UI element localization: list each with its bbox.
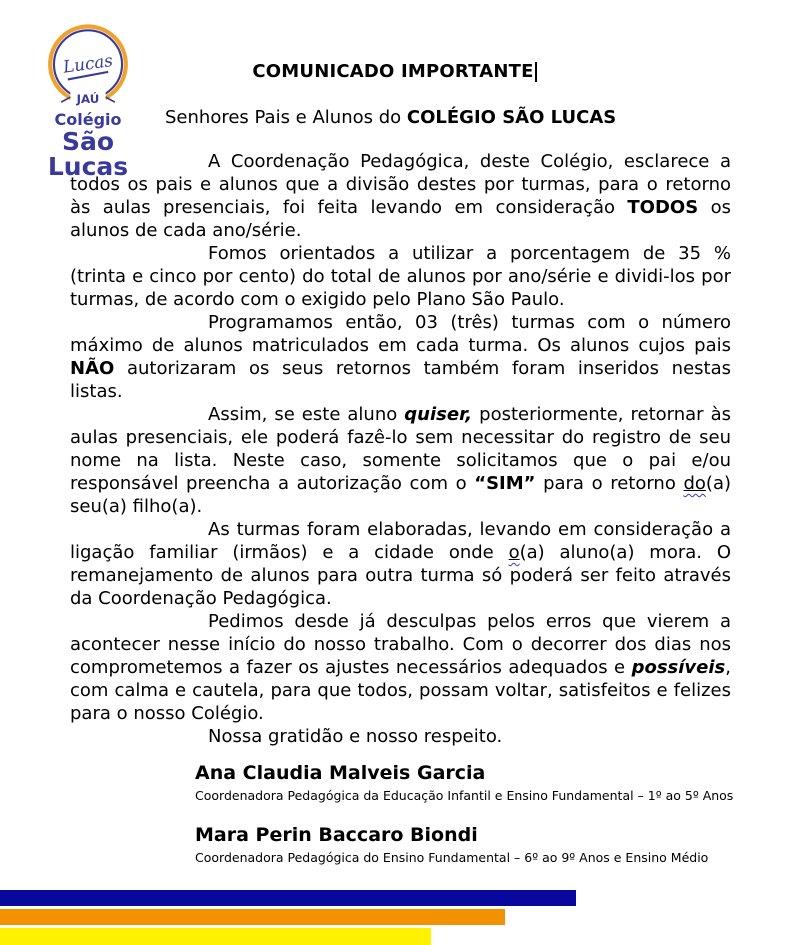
paragraph	[70, 311, 731, 403]
salutation	[165, 107, 616, 128]
footer-bar-yellow	[0, 928, 431, 945]
paragraph	[70, 725, 731, 748]
text-run: Assim, se este aluno	[208, 404, 405, 425]
text-run: os alunos de cada ano/série.	[70, 197, 731, 241]
text-run: Nossa gratidão e nosso respeito.	[208, 726, 503, 747]
paragraph	[70, 518, 731, 610]
text-run: Fomos orientados a utilizar a porcentagem de 35 % (trinta e cinco por cento) do total de alunos por ano/série e dividi-los por turmas, de acordo com o exigido pelo Plano São Paulo.	[70, 243, 731, 310]
paragraph	[70, 242, 731, 311]
signatory-role: Coordenadora Pedagógica do Ensino Fundamental – 6º ao 9º Anos e Ensino Médio	[195, 849, 709, 865]
paragraph	[70, 610, 731, 725]
document-body[interactable]	[70, 150, 731, 748]
text-cursor	[535, 62, 537, 82]
document-title-text: COMUNICADO IMPORTANTE	[252, 61, 534, 82]
text-run: TODOS	[627, 197, 699, 218]
text-run: quiser,	[404, 404, 473, 425]
text-run: (a) aluno(a) mora. O remanejamento de alunos para outra turma só poderá ser feito através da Coordenação Pedagógica.	[70, 542, 732, 609]
paragraph	[70, 150, 731, 242]
footer-bar-orange	[0, 909, 505, 925]
signatures-block	[195, 762, 733, 886]
salutation-prefix: Senhores Pais e Alunos do	[165, 107, 407, 128]
signatory-name: Mara Perin Baccaro Biondi	[195, 823, 478, 846]
underlined-word: o	[508, 542, 520, 563]
text-run: Pedimos desde já desculpas pelos erros que vierem a acontecer nesse início do nosso trabalho. Com o decorrer dos dias nos comprometemos a fazer os ajustes necessários adequados e	[70, 611, 731, 678]
signatory-name: Ana Claudia Malveis Garcia	[195, 762, 486, 784]
logo-saolucas-text: São Lucas	[47, 127, 129, 181]
underlined-word: do	[683, 473, 706, 494]
salutation-school-name: COLÉGIO SÃO LUCAS	[406, 107, 617, 128]
footer-bar-blue	[0, 890, 576, 906]
document-title	[0, 61, 789, 82]
text-run: posteriormente, retornar às aulas presenciais, ele poderá fazê-lo sem necessitar do registro de seu nome na lista. Neste caso, somente solicitamos que o pai e/ou responsável preencha a autorização com o	[70, 404, 731, 494]
text-run: , com calma e cautela, para que todos, possam voltar, satisfeitos e felizes para o nosso Colégio.	[70, 657, 731, 724]
logo-script-text: Lucas	[61, 49, 114, 77]
text-run: A Coordenação Pedagógica, deste Colégio, esclarece a todos os pais e alunos que a divisão destes por turmas, para o retorno às aulas presenciais, foi feita levando em consideração	[70, 151, 731, 218]
signature-block	[195, 824, 733, 865]
text-run: NÃO	[70, 358, 115, 379]
text-run: (a) seu(a) filho(a).	[70, 473, 731, 517]
text-run: para o retorno	[535, 473, 684, 494]
text-run: possíveis	[631, 657, 726, 678]
paragraph	[70, 403, 731, 518]
text-run: “SIM”	[474, 473, 536, 494]
signatory-role: Coordenadora Pedagógica da Educação Infantil e Ensino Fundamental – 1º ao 5º Anos	[195, 787, 734, 803]
text-run: Programamos então, 03 (três) turmas com o número máximo de alunos matriculados em cada turma. Os alunos cujos pais	[70, 312, 731, 356]
logo-city-text: JAÚ	[76, 91, 100, 106]
text-run: autorizaram os seus retornos também foram inseridos nestas listas.	[70, 358, 731, 402]
text-run: As turmas foram elaboradas, levando em consideração a ligação familiar (irmãos) e a cidade onde	[70, 519, 731, 563]
signature-block	[195, 762, 733, 803]
logo-colegio-text: Colégio	[54, 110, 122, 129]
